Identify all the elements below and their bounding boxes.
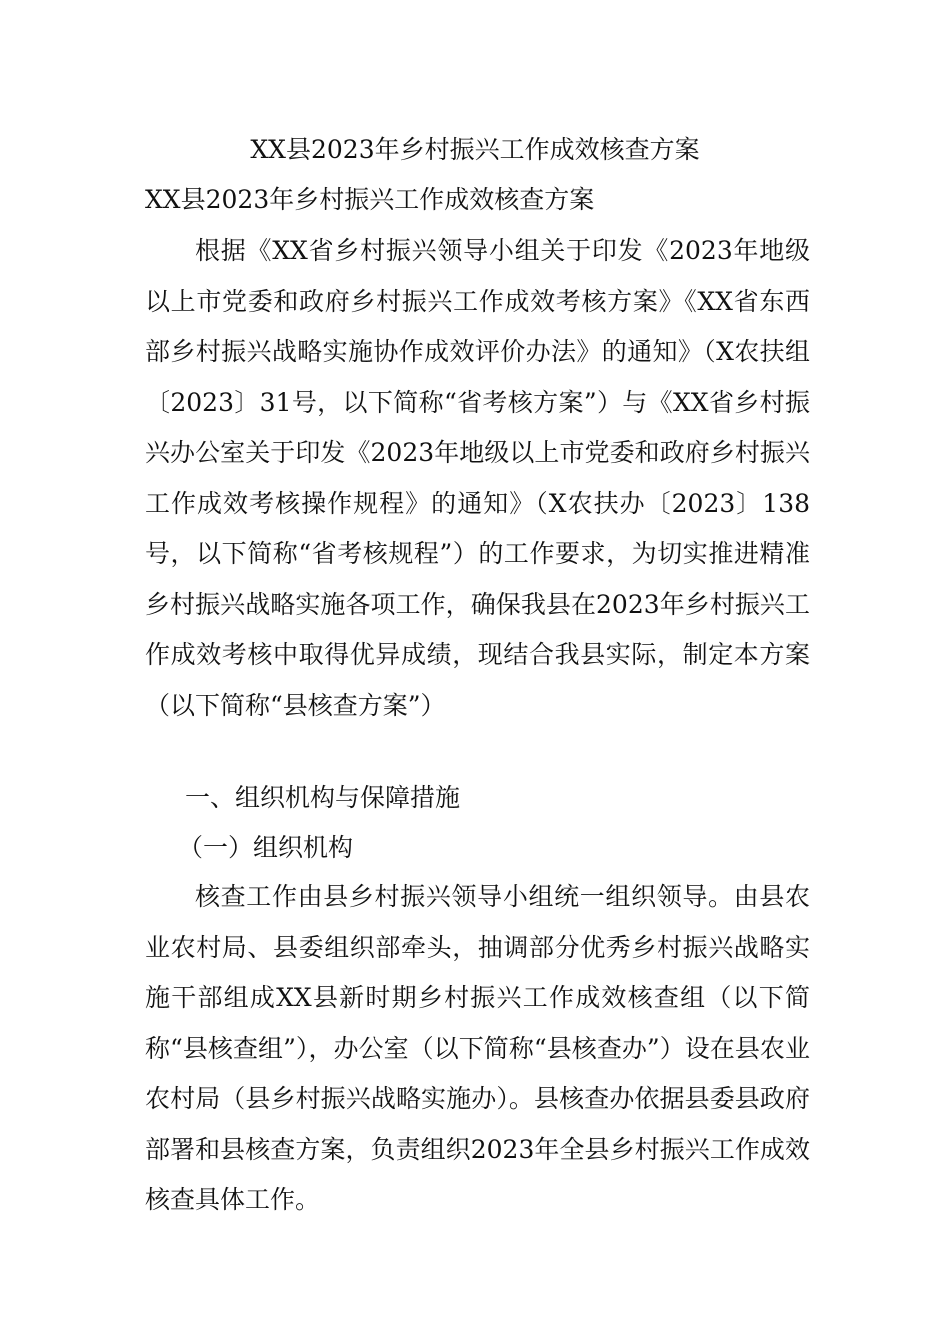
section-heading: 一、组织机构与保障措施 [185,783,461,812]
intro-paragraph: 根据《XX省乡村振兴领导小组关于印发《2023年地级以上市党委和政府乡村振兴工作成效考核方案》《XX省东西部乡村振兴战略实施协作成效评价办法》的通知》（X农扶组〔2023〕31号，以下简称“省考核方案”）与《XX省乡村振兴办公室关于印发《2023年地级以上市党委和政府乡村振兴工作成效考核操作规程》的通知》（X农扶办〔2023〕138号，以下简称“省考核规程”）的工作要求，为切实推进精准乡村振兴战略实施各项工作，确保我县在2023年乡村振兴工作成效考核中取得优异成绩，现结合我县实际，制定本方案（以下简称“县核查方案”） [145,236,810,720]
document-title: XX县2023年乡村振兴工作成效核查方案 [250,135,700,164]
document-subtitle: XX县2023年乡村振兴工作成效核查方案 [145,185,595,214]
subsection-heading: （一）组织机构 [178,833,354,862]
body-paragraph: 核查工作由县乡村振兴领导小组统一组织领导。由县农业农村局、县委组织部牵头，抽调部分优秀乡村振兴战略实施干部组成XX县新时期乡村振兴工作成效核查组（以下简称“县核查组”），办公室（以下简称“县核查办”）设在县农业农村局（县乡村振兴战略实施办）。县核查办依据县委县政府部署和县核查方案，负责组织2023年全县乡村振兴工作成效核查具体工作。 [145,882,810,1214]
